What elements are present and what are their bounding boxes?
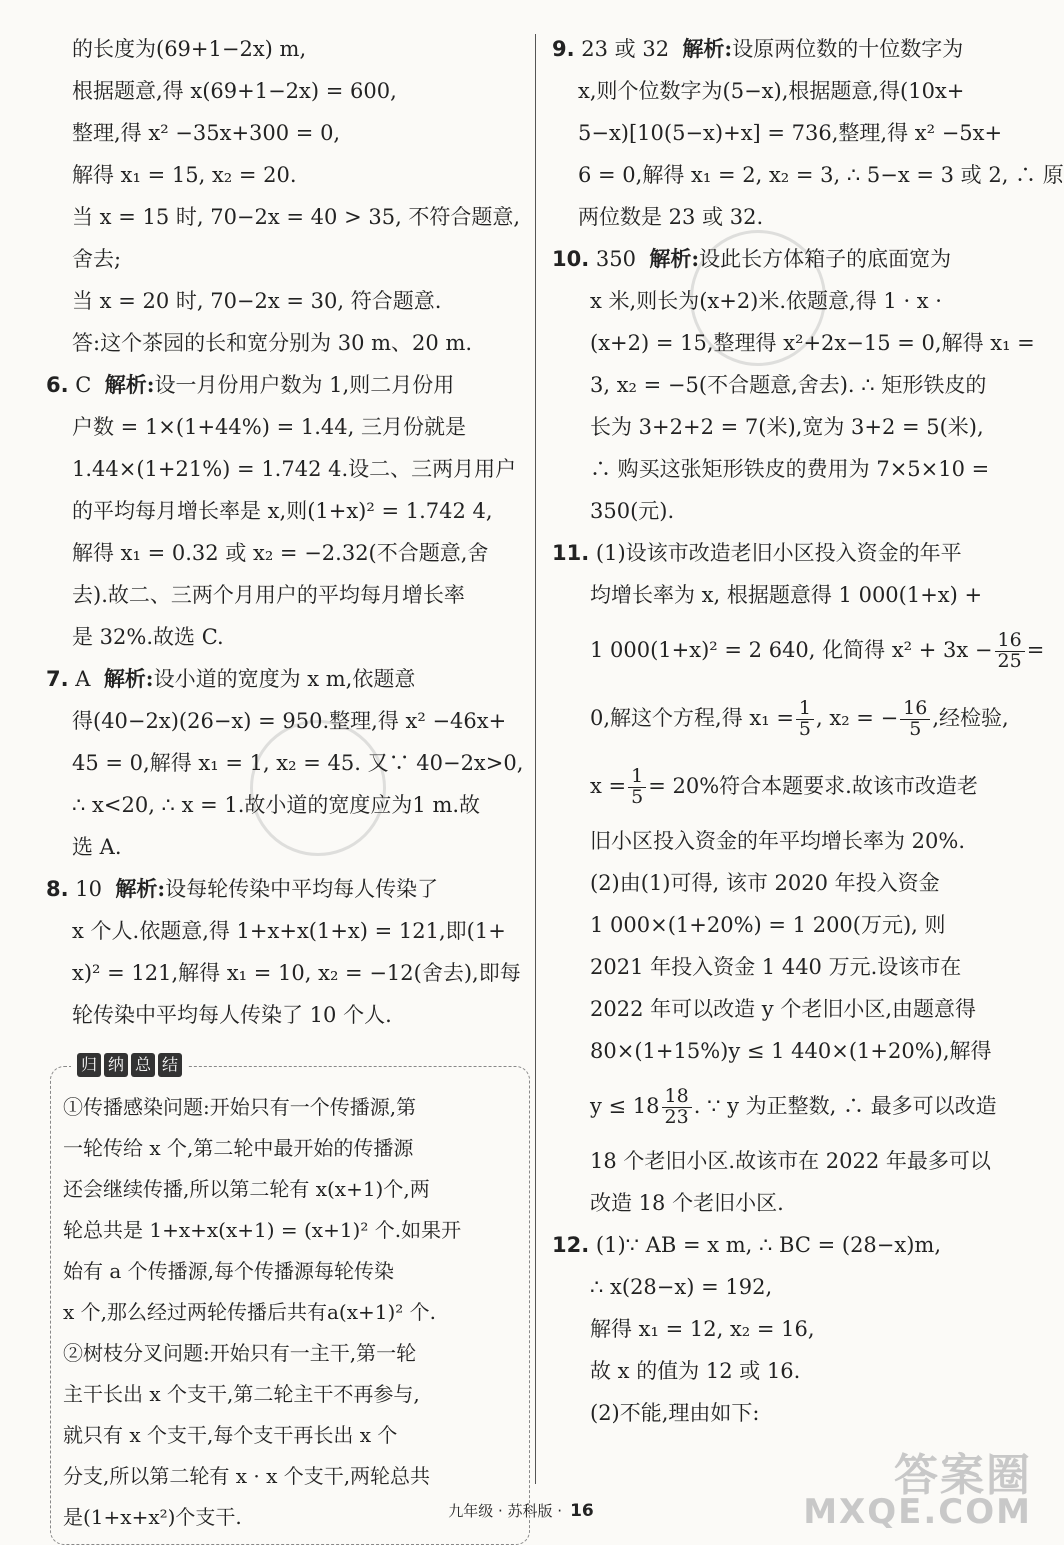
text-line: x,则个位数字为(5−x),根据题意,得(10x+ [578,79,965,103]
watermark-bottom: MXQE.COM [803,1492,1032,1532]
summary-title-char: 结 [158,1053,182,1077]
answer: C [75,373,92,397]
text-line: 选 A. [72,835,122,859]
text-line: 当 x = 20 时, 70−2x = 30, 符合题意. [72,289,442,313]
text-line [590,616,1045,684]
question-number: 10. [552,247,590,271]
fraction-numerator: 18 [662,1087,692,1108]
fraction [628,767,646,808]
text-line: 整理,得 x² −35x+300 = 0, [72,121,341,145]
text-line: ∴ x(28−x) = 192, [590,1275,773,1299]
footer-text: 九年级 · 苏科版 · [448,1502,563,1520]
question-12 [552,1224,1026,1434]
text-line: (2)由(1)可得, 该市 2020 年投入资金 [590,871,940,895]
fraction-numerator: 16 [900,699,930,720]
analysis-label: 解析: [682,36,733,61]
text-line [590,1072,1026,1140]
fraction-denominator: 23 [664,1106,689,1128]
text-line: 设每轮传染中平均每人传染了 [165,877,439,901]
fraction [796,699,814,740]
summary-line: 是(1+x+x²)个支干. [63,1505,242,1529]
summary-line: 一轮传给 x 个,第二轮中最开始的传播源 [63,1136,414,1160]
text-line: 80×(1+15%)y ≤ 1 440×(1+20%),解得 [590,1039,992,1063]
question-number: 6. [46,373,69,397]
fraction-denominator: 5 [909,718,922,740]
summary-line: 就只有 x 个支干,每个支干再长出 x 个 [63,1423,398,1447]
text-fragment: = [1026,638,1045,662]
text-line [590,752,1026,820]
text-line: 户数 = 1×(1+44%) = 1.44, 三月份就是 [72,415,466,439]
text-fragment: ,经检验, [932,706,1009,730]
question-8 [46,868,524,1036]
text-line: (2)不能,理由如下: [590,1401,760,1425]
summary-line: 轮总共是 1+x+x(x+1) = (x+1)² 个.如果开 [63,1218,462,1242]
fraction [662,1087,692,1128]
fraction-denominator: 25 [997,650,1022,672]
summary-title-char: 总 [131,1053,155,1077]
text-line: 设此长方体箱子的底面宽为 [699,247,952,271]
text-fragment: y ≤ 18 [590,1094,660,1118]
question-10 [552,238,1035,532]
question-number: 7. [46,667,69,691]
text-line: 两位数是 23 或 32. [578,205,764,229]
text-line: 长为 3+2+2 = 7(米),宽为 3+2 = 5(米), [590,415,984,439]
text-line: 1.44×(1+21%) = 1.742 4.设二、三两月用户 [72,457,517,481]
question-number: 8. [46,877,69,901]
question-6 [46,364,524,658]
text-line: 的长度为(69+1−2x) m, [72,37,307,61]
analysis-label: 解析: [103,666,154,691]
fraction-numerator: 1 [796,699,814,720]
summary-line: 分支,所以第二轮有 x · x 个支干,两轮总共 [63,1464,431,1488]
text-line: 350(元). [590,499,675,523]
text-line: ∴ 购买这张矩形铁皮的费用为 7×5×10 = [590,457,990,481]
text-line: 得(40−2x)(26−x) = 950.整理,得 x² −46x+ [72,709,507,733]
text-line [590,684,1026,752]
question-9 [552,28,1064,238]
text-line: (1)∵ AB = x m, ∴ BC = (28−x)m, [595,1233,942,1257]
right-column [552,28,1064,1434]
page-number: 16 [570,1501,594,1521]
fraction [995,631,1025,672]
text-line: 6 = 0,解得 x₁ = 2, x₂ = 3, ∴ 5−x = 3 或 2, ∴ 原 [578,163,1064,187]
summary-box [50,1055,530,1545]
summary-title [71,1053,188,1077]
summary-line: 始有 a 个传播源,每个传播源每轮传染 [63,1259,394,1283]
watermark-top: 答案圈 [894,1450,1032,1501]
answer: 23 或 32 [581,37,670,61]
summary-line: x 个,那么经过两轮传播后共有a(x+1)² 个. [63,1300,437,1324]
question-number: 12. [552,1233,590,1257]
text-line: 旧小区投入资金的年平均增长率为 20%. [590,829,966,853]
summary-line: ②树枝分叉问题:开始只有一主干,第一轮 [63,1341,417,1365]
text-line: 根据题意,得 x(69+1−2x) = 600, [72,79,397,103]
q5-continuation [46,28,524,364]
summary-line: 主干长出 x 个支干,第二轮主干不再参与, [63,1382,420,1406]
text-line: 当 x = 15 时, 70−2x = 40 > 35, 不符合题意, [72,205,521,229]
text-line: 去).故二、三两个月用户的平均每月增长率 [72,583,465,607]
text-line: x)² = 121,解得 x₁ = 10, x₂ = −12(舍去),即每 [72,961,521,985]
text-line: 轮传染中平均每人传染了 10 个人. [72,1003,392,1027]
text-line: ∴ x<20, ∴ x = 1.故小道的宽度应为1 m.故 [72,793,481,817]
summary-line: 还会继续传播,所以第二轮有 x(x+1)个,两 [63,1177,430,1201]
left-column [46,28,524,1545]
text-line: 解得 x₁ = 12, x₂ = 16, [590,1317,815,1341]
text-fragment: . ∵ y 为正整数, ∴ 最多可以改造 [693,1094,997,1118]
text-line: 2022 年可以改造 y 个老旧小区,由题意得 [590,997,977,1021]
text-line: 解得 x₁ = 15, x₂ = 20. [72,163,297,187]
summary-line: ①传播感染问题:开始只有一个传播源,第 [63,1095,417,1119]
text-line: (1)设该市改造老旧小区投入资金的年平 [595,541,962,565]
text-line: 设原两位数的十位数字为 [732,37,964,61]
analysis-label: 解析: [104,372,155,397]
text-fragment: 0,解这个方程,得 x₁ = [590,706,794,730]
question-number: 9. [552,37,575,61]
text-line: 设一月份用户数为 1,则二月份用 [154,373,455,397]
text-line: x 个人.依题意,得 1+x+x(1+x) = 121,即(1+ [72,919,506,943]
fraction-denominator: 5 [631,786,644,808]
text-fragment: , x₂ = − [816,706,899,730]
text-line: 设小道的宽度为 x m,依题意 [153,667,416,691]
text-line: x 米,则长为(x+2)米.依题意,得 1 · x · [590,289,942,313]
text-line: 2021 年投入资金 1 440 万元.设该市在 [590,955,962,979]
text-line: 1 000×(1+20%) = 1 200(万元), 则 [590,913,946,937]
analysis-label: 解析: [115,876,166,901]
answer: A [75,667,91,691]
fraction [900,699,930,740]
text-line: 3, x₂ = −5(不合题意,舍去). ∴ 矩形铁皮的 [590,373,987,397]
text-line: 45 = 0,解得 x₁ = 1, x₂ = 45. 又∵ 40−2x>0, [72,751,524,775]
text-line: 均增长率为 x, 根据题意得 1 000(1+x) + [590,583,983,607]
question-number: 11. [552,541,590,565]
question-11 [552,532,1045,1224]
text-fragment: x = [590,774,627,798]
text-line: 18 个老旧小区.故该市在 2022 年最多可以 [590,1149,991,1173]
answer: 10 [75,877,103,901]
fraction-numerator: 16 [995,631,1025,652]
summary-title-char: 归 [77,1053,101,1077]
analysis-label: 解析: [649,246,700,271]
text-line: 答:这个茶园的长和宽分别为 30 m、20 m. [72,331,473,355]
fraction-numerator: 1 [628,767,646,788]
text-line: (x+2) = 15,整理得 x²+2x−15 = 0,解得 x₁ = [590,331,1035,355]
text-fragment: = 20%符合本题要求.故该市改造老 [648,774,978,798]
summary-title-char: 纳 [104,1053,128,1077]
text-line: 的平均每月增长率是 x,则(1+x)² = 1.742 4, [72,499,493,523]
watermark-logo [803,1450,1032,1532]
column-divider [535,34,536,1484]
text-line: 是 32%.故选 C. [72,625,224,649]
text-line: 改造 18 个老旧小区. [590,1191,784,1215]
fraction-denominator: 5 [798,718,812,740]
question-7 [46,658,524,868]
text-line: 故 x 的值为 12 或 16. [590,1359,801,1383]
text-line: 解得 x₁ = 0.32 或 x₂ = −2.32(不合题意,舍 [72,541,489,565]
text-line: 舍去; [72,247,122,271]
text-line: 5−x)[10(5−x)+x] = 736,整理,得 x² −5x+ [578,121,1003,145]
text-fragment: 1 000(1+x)² = 2 640, 化简得 x² + 3x − [590,638,993,662]
answer: 350 [595,247,636,271]
